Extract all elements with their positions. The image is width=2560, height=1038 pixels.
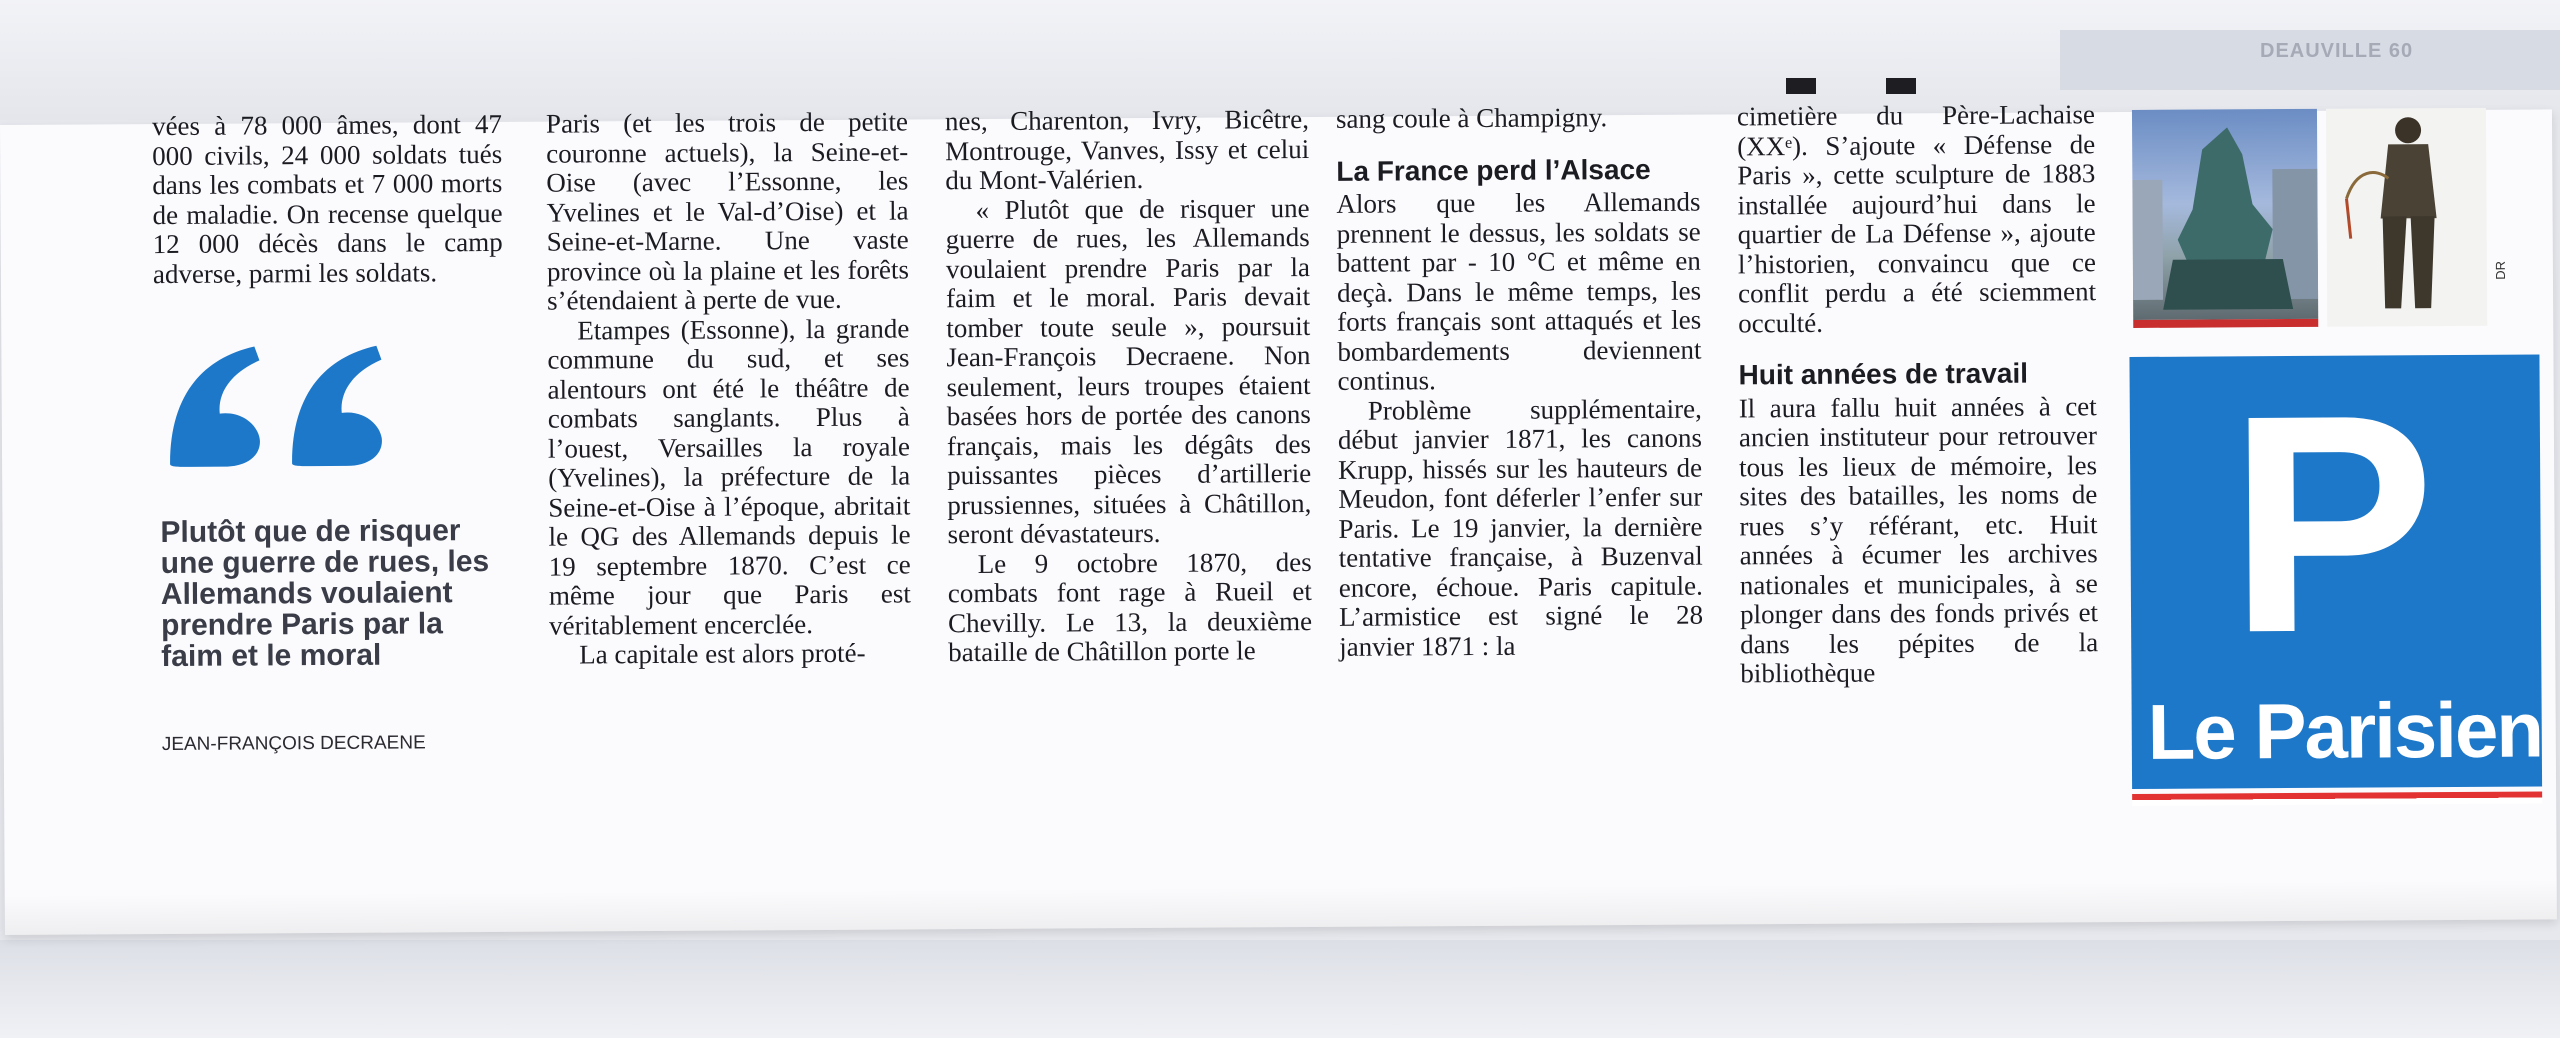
- article-column-5: [1737, 100, 2099, 689]
- column-4-lead: sang coule à Champigny.: [1335, 102, 1608, 134]
- column-2-paragraph: La capitale est alors proté-: [579, 637, 866, 670]
- logo-letter: P: [2227, 349, 2437, 698]
- fold-tab-left: [1786, 78, 1816, 94]
- column-2-paragraph: Paris (et les trois de petite couronne actuels), la Seine-et-Oise (avec l’Essonne, les Yvelines et le Val-d’Oise) et la Seine-et-Marne. Une vaste province où la plaine et les forêts s’étendaient à perte de vue.: [545, 106, 909, 316]
- logo-name: Le Parisien: [2147, 685, 2543, 776]
- column-3-paragraph: « Plutôt que de risquer une guerre de rues, les Allemands voulaient prendre Paris par la faim et le moral. Paris devait tomber toute seule », poursuit Jean-François Decraene. Non seulement, leurs troupes étaient basées hors de portée des canons français, mais les dégâts des puissantes pièces d’artillerie prussiennes, situées à Châtillon, seront dévastateurs.: [945, 192, 1312, 550]
- fold-shadow: [5, 879, 2557, 935]
- logo-stripe: [2132, 791, 2542, 806]
- article-column-4: [1336, 103, 1703, 662]
- column-3-paragraph: nes, Charenton, Ivry, Bicêtre, Montrouge, Vanves, Issy et celui du Mont-Valérien.: [944, 104, 1310, 196]
- soldier-figure-icon: [2326, 108, 2487, 327]
- monument-sculpture-icon: [2132, 109, 2318, 320]
- monument-photo: [2132, 109, 2318, 328]
- pull-quote: Plutôt que de risquer une guerre de rues, les Allemands voulaient prendre Paris par la faim et le moral: [160, 514, 490, 674]
- fold-tab-right: [1886, 78, 1916, 94]
- column-1-paragraph: vées à 78 000 âmes, dont 47 000 civils, 24 000 soldats tués dans les combats et 7 000 morts de maladie. On recense quelque 12 000 décès dans le camp adverse, parmi les soldats.: [151, 108, 503, 289]
- soldier-photo: [2326, 108, 2487, 327]
- quote-mark-icon: [159, 338, 400, 469]
- subheading: La France perd l’Alsace: [1336, 153, 1651, 187]
- article-column-1: [152, 110, 503, 289]
- quote-author: JEAN-FRANÇOIS DECRAENE: [161, 732, 426, 756]
- column-3-paragraph: Le 9 octobre 1870, des combats font rage à Rueil et Chevilly. Le 13, la deuxième bataille de Châtillon porte le: [947, 546, 1313, 668]
- scan-background-bottom: [0, 940, 2560, 1038]
- back-page-text: DEAUVILLE 60: [2260, 40, 2414, 62]
- column-4-paragraph: Problème supplémentaire, début janvier 1871, les canons Krupp, hissés sur les hauteurs de Meudon, font déferler l’enfer sur Paris. Le 19 janvier, la dernière tentative française, à Buzenval encore, échoue. Paris capitule. L’armistice est signé le 28 janvier 1871 : la: [1337, 393, 1704, 662]
- article-column-2: [546, 107, 911, 670]
- article-column-3: [945, 105, 1312, 668]
- subheading: Huit années de travail: [1738, 357, 2029, 391]
- column-5-lead: cimetière du Père-Lachaise (XXᵉ). S’ajoute « Défense de Paris », cette sculpture de 1883 installée aujourd’hui dans le quartier de La Défense », ajoute l’historien, convaincu que ce conflit perdu a été sciemment occulté.: [1736, 99, 2097, 338]
- column-5-paragraph: Il aura fallu huit années à cet ancien instituteur pour retrouver tous les lieux de mémoire, les sites des batailles, les noms de rues s’y référant, etc. Huit années à écumer les archives nationales et municipales, à se plonger dans des fonds privés et dans les pépites de la bibliothèque: [1738, 390, 2099, 689]
- photo-credit: DR: [2492, 260, 2508, 280]
- column-4-paragraph: Alors que les Allemands prennent le dessus, les soldats se battent par - 10 °C et même en deçà. Dans le même temps, les forts français sont attaqués et les bombardements deviennent continus.: [1336, 186, 1702, 396]
- newspaper-page: [0, 99, 2557, 935]
- column-2-paragraph: Etampes (Essonne), la grande commune du sud, et ses alentours ont été le théâtre de combats sanglants. Plus à l’ouest, Versailles la royale (Yvelines), la préfecture de la Seine-et-Oise à l’époque, abritait le QG des Allemands depuis le 19 septembre 1870. C’est ce même jour que Paris est véritablement encerclée.: [547, 312, 911, 641]
